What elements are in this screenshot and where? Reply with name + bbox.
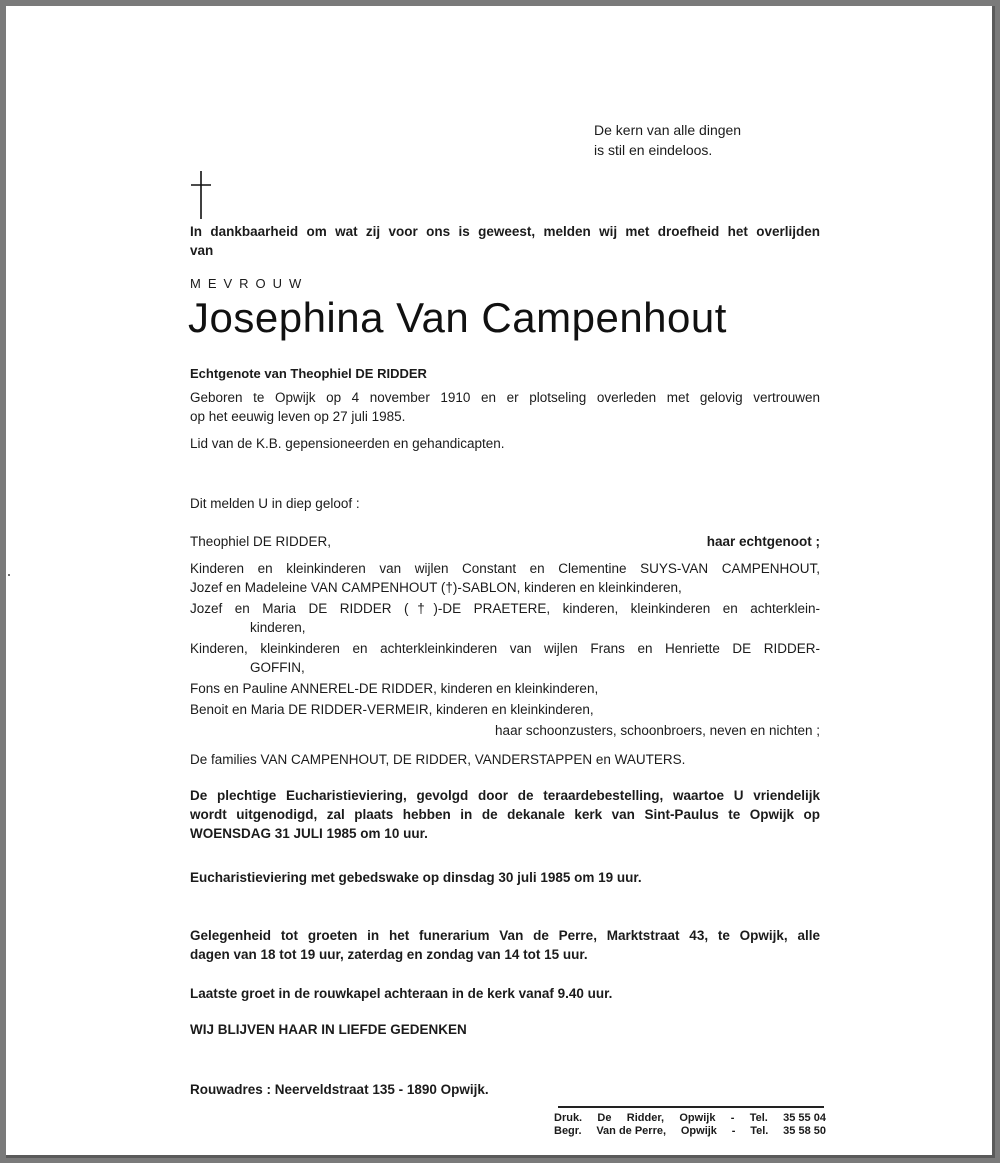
viewing-line-1: Gelegenheid tot groeten in het funerarium Van de Perre, Marktstraat 43, te Opwijk, alle: [190, 928, 820, 943]
viewing-line-2: dagen van 18 tot 19 uur, zaterdag en zondag van 14 tot 15 uur.: [190, 947, 588, 962]
undertaker-name: Van de Perre,: [596, 1125, 667, 1137]
motto-line-1: De kern van alle dingen: [594, 122, 742, 138]
spouse-line: Echtgenote van Theophiel DE RIDDER: [190, 366, 427, 381]
service-line-1: De plechtige Eucharistieviering, gevolgd door de teraardebestelling, waartoe U vriendelijk: [190, 788, 820, 803]
viewing-text: [190, 926, 820, 964]
undertaker-city: Opwijk: [680, 1125, 717, 1137]
undertaker-label: Begr.: [554, 1125, 582, 1137]
mourner-line-4: Kinderen, kleinkinderen en achterkleinkinderen van wijlen Frans en Henriette DE RIDDER-: [190, 641, 820, 656]
mourner-line-5: Fons en Pauline ANNEREL-DE RIDDER, kinderen en kleinkinderen,: [190, 681, 599, 696]
printer-phone: 35 55 04: [783, 1112, 826, 1124]
address-line: Rouwadres : Neerveldstraat 135 - 1890 Opwijk.: [190, 1082, 489, 1097]
printer-row-2: [554, 1125, 826, 1138]
remember-line: WIJ BLIJVEN HAAR IN LIEFDE GEDENKEN: [190, 1022, 467, 1037]
motto-quote: [594, 120, 741, 160]
printer-name-part: De: [597, 1112, 612, 1124]
vigil-line: Eucharistieviering met gebedswake op dinsdag 30 juli 1985 om 19 uur.: [190, 870, 642, 885]
announce-line: Dit melden U in diep geloof :: [190, 496, 360, 511]
mourner-line-2: Jozef en Madeleine VAN CAMPENHOUT (†)-SABLON, kinderen en kleinkinderen,: [190, 580, 682, 595]
footer-divider: [558, 1106, 824, 1108]
printer-tel-label: Tel.: [749, 1112, 768, 1124]
membership-line: Lid van de K.B. gepensioneerden en gehandicapten.: [190, 436, 505, 451]
printer-label: Druk.: [554, 1112, 583, 1124]
intro-line-2: van: [190, 243, 214, 258]
mourner-line-7: haar schoonzusters, schoonbroers, neven en nichten ;: [495, 723, 820, 738]
honorific: MEVROUW: [190, 276, 309, 291]
intro-text: [190, 222, 820, 260]
motto-line-2: is stil en eindeloos.: [594, 142, 713, 158]
memorial-card: [6, 6, 995, 1158]
husband-name: Theophiel DE RIDDER,: [190, 534, 332, 549]
born-line-2: op het eeuwig leven op 27 juli 1985.: [190, 409, 406, 424]
undertaker-phone: 35 58 50: [783, 1125, 826, 1137]
mourner-line-6: Benoit en Maria DE RIDDER-VERMEIR, kinderen en kleinkinderen,: [190, 702, 594, 717]
paper-speck: [8, 574, 10, 576]
mourner-line-3b: kinderen,: [250, 620, 306, 635]
intro-line-1: In dankbaarheid om wat zij voor ons is geweest, melden wij met droefheid het overlijden: [190, 224, 820, 239]
service-text: [190, 786, 820, 843]
born-line-1: Geboren te Opwijk op 4 november 1910 en er plotseling overleden met gelovig vertrouwen: [190, 390, 820, 405]
printer-city: Opwijk: [679, 1112, 716, 1124]
birth-death-text: [190, 388, 820, 426]
mourner-line-1: Kinderen en kleinkinderen van wijlen Constant en Clementine SUYS-VAN CAMPENHOUT,: [190, 561, 820, 576]
cross-icon: [190, 170, 212, 220]
printer-name-part: Ridder,: [626, 1112, 665, 1124]
families-line: De families VAN CAMPENHOUT, DE RIDDER, VANDERSTAPPEN en WAUTERS.: [190, 752, 686, 767]
undertaker-tel-label: Tel.: [750, 1125, 769, 1137]
mourners-list: [190, 532, 820, 769]
husband-role: haar echtgenoot ;: [706, 534, 820, 549]
printer-credits: [554, 1112, 826, 1138]
last-greeting-line: Laatste groet in de rouwkapel achteraan in de kerk vanaf 9.40 uur.: [190, 986, 613, 1001]
mourner-line-3: Jozef en Maria DE RIDDER (†)-DE PRAETERE, kinderen, kleinkinderen en achterklein-: [190, 601, 820, 616]
printer-dash: -: [730, 1112, 735, 1124]
service-line-3: WOENSDAG 31 JULI 1985 om 10 uur.: [190, 826, 428, 841]
deceased-name: Josephina Van Campenhout: [188, 294, 727, 341]
husband-row: [190, 532, 820, 551]
printer-row-1: [554, 1112, 826, 1125]
undertaker-dash: -: [731, 1125, 736, 1137]
mourner-line-4b: GOFFIN,: [250, 660, 305, 675]
service-line-2: wordt uitgenodigd, zal plaats hebben in de dekanale kerk van Sint-Paulus te Opwijk op: [190, 807, 820, 822]
